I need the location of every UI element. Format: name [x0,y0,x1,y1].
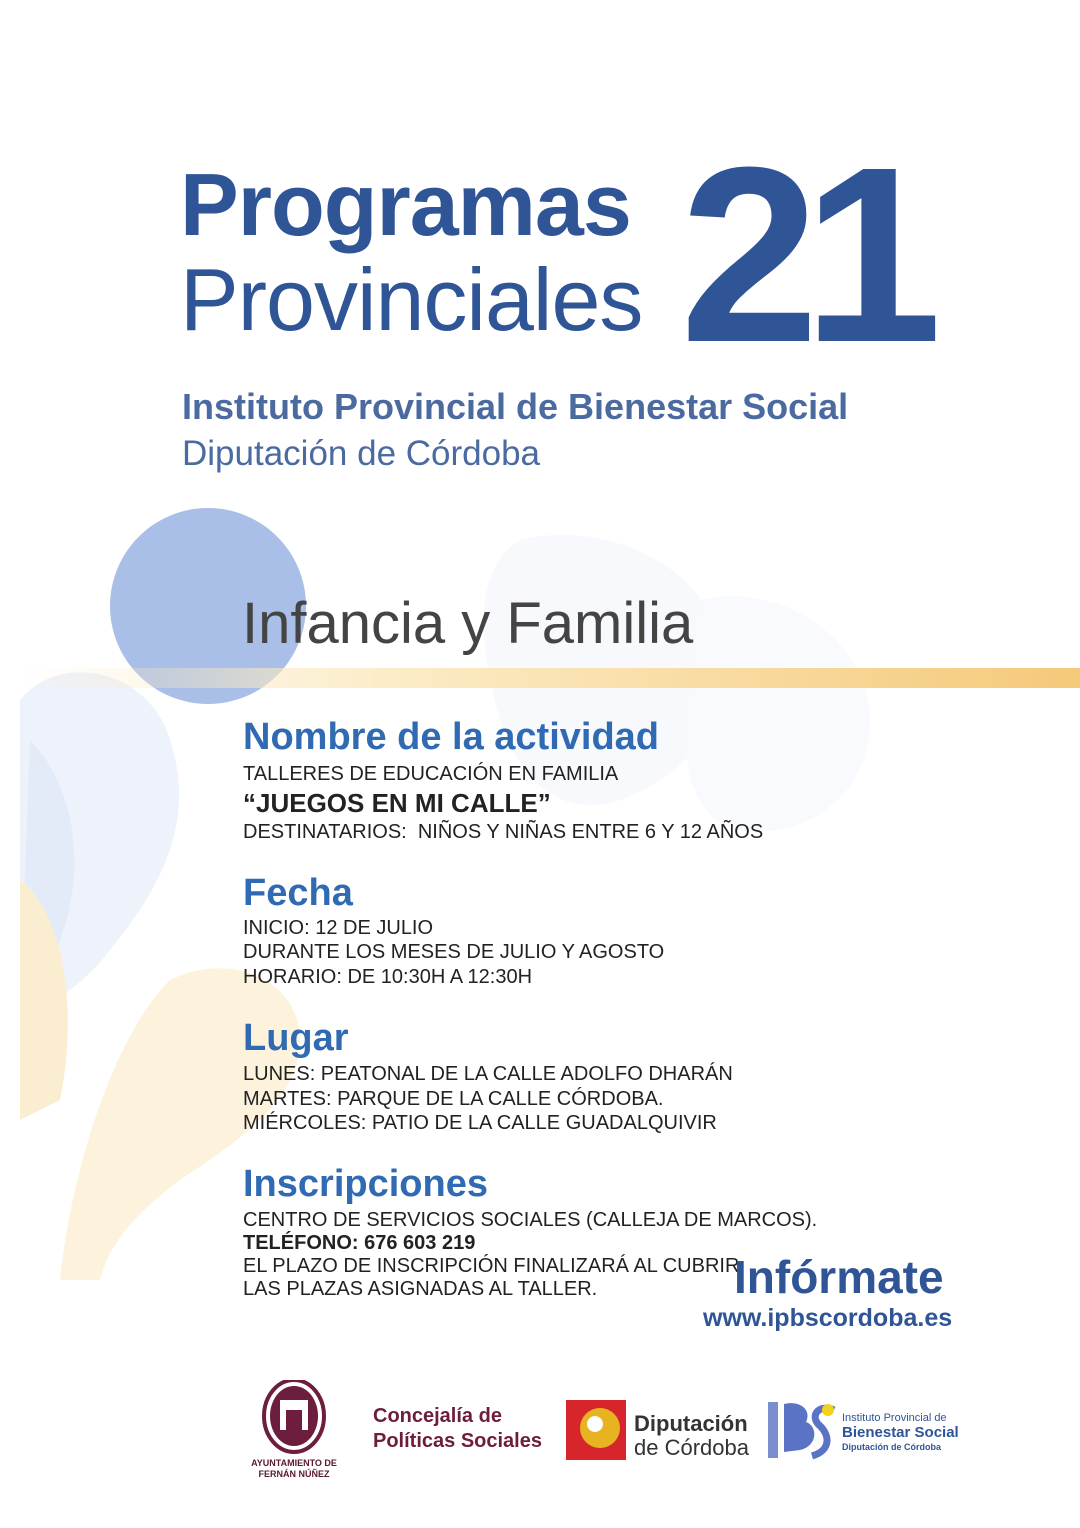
ipbs-logo-icon [768,1402,834,1458]
ipbs-line3: Diputación de Córdoba [842,1442,941,1452]
inscripciones-line3: LAS PLAZAS ASIGNADAS AL TALLER. [243,1278,598,1300]
diputacion-footer-line2: de Córdoba [634,1435,749,1460]
inscripciones-line2: EL PLAZO DE INSCRIPCIÓN FINALIZARÁ AL CUBRIR [243,1255,740,1277]
fecha-heading: Fecha [243,872,353,914]
fecha-line: INICIO: 12 DE JULIO [243,917,434,939]
diputacion-footer-line1: Diputación [634,1411,748,1436]
fecha-line: DURANTE LOS MESES DE JULIO Y AGOSTO [243,941,665,963]
activity-recipients: DESTINATARIOS: NIÑOS Y NIÑAS ENTRE 6 Y 12 AÑOS [243,821,764,843]
ayuntamiento-line2: FERNÁN NÚÑEZ [258,1469,330,1479]
lugar-line: MARTES: PARQUE DE LA CALLE CÓRDOBA. [243,1088,664,1110]
institute-name: Instituto Provincial de Bienestar Social [182,386,849,427]
program-title-line2: Provinciales [180,250,643,349]
diputacion-logo-icon [566,1400,626,1460]
ayuntamiento-shield-icon [264,1380,324,1452]
activity-line1: TALLERES DE EDUCACIÓN EN FAMILIA [243,763,619,785]
program-year: 21 [680,115,927,394]
ipbs-line1: Instituto Provincial de [842,1412,947,1424]
ipbs-line2: Bienestar Social [842,1424,959,1441]
inscripciones-line1: CENTRO DE SERVICIOS SOCIALES (CALLEJA DE MARCOS). [243,1209,818,1231]
diputacion-footer-label [634,1412,749,1460]
lugar-line: LUNES: PEATONAL DE LA CALLE ADOLFO DHARÁN [243,1063,733,1085]
informate-label: Infórmate [734,1251,944,1303]
lugar-heading: Lugar [243,1017,349,1059]
inscripciones-phone: TELÉFONO: 676 603 219 [243,1232,476,1254]
activity-heading: Nombre de la actividad [243,716,660,758]
program-title-line1: Programas [180,155,631,254]
concejalia-label [373,1404,542,1454]
ipbs-footer-label [842,1412,959,1454]
activity-highlight: “JUEGOS EN MI CALLE” [243,788,551,818]
lugar-line: MIÉRCOLES: PATIO DE LA CALLE GUADALQUIVIR [243,1112,717,1134]
fecha-line: HORARIO: DE 10:30H A 12:30H [243,966,533,988]
inscripciones-heading: Inscripciones [243,1163,488,1205]
divider-band [20,668,1080,688]
ayuntamiento-label [234,1458,354,1480]
ayuntamiento-line1: AYUNTAMIENTO DE [251,1458,337,1468]
concejalia-line2: Políticas Sociales [373,1430,542,1452]
website-link[interactable]: www.ipbscordoba.es [703,1304,953,1332]
section-title: Infancia y Familia [242,591,694,656]
concejalia-line1: Concejalía de [373,1405,502,1427]
diputacion-name: Diputación de Córdoba [182,434,541,473]
